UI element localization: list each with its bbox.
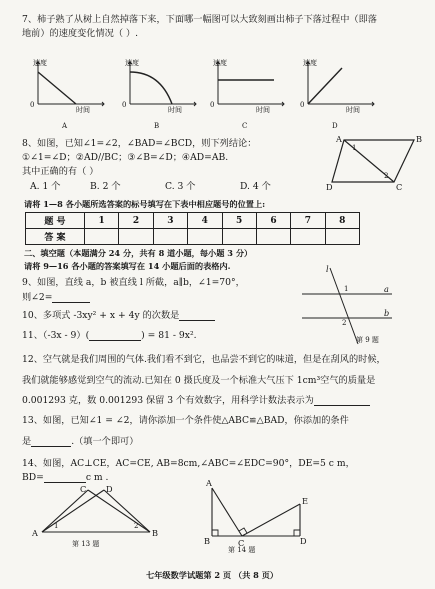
q8-label-c: C [396,182,403,192]
q11-text-start: 11、（-3x - 9）( [22,330,90,341]
q14-label-b: B [204,536,211,546]
q14-label-a: A [206,478,212,488]
q14-prompt: BD= [22,472,44,483]
q13-caption: 第 13 题 [72,540,100,548]
answer-cell[interactable] [222,229,256,245]
q13-label-c: C [80,484,87,494]
q10-line [22,310,215,321]
q7-text-line2: 地前）的速度变化情况（ ）. [22,28,139,39]
q9-prompt: 则∠2= [22,292,53,303]
answer-table-qnum: 4 [188,213,222,229]
q7-graph-c [208,58,288,130]
q8-option-d: D. 4 个 [240,181,271,192]
q7-c-option: C [242,122,248,130]
q7-b-xlabel: 时间 [168,106,182,114]
q8-text-line2: ①∠1=∠D；②AD//BC；③∠B=∠D；④AD=AB. [22,152,229,163]
q13-answer-blank[interactable] [31,446,71,447]
answer-table-qnum: 1 [85,213,119,229]
answer-cell[interactable] [291,229,325,245]
q14-unit: c m . [85,472,109,483]
answer-table-qnum: 2 [119,213,153,229]
q7-b-ylabel: 速度 [125,59,139,67]
q8-label-a: A [336,134,342,144]
q8-option-b: B. 2 个 [90,181,121,192]
answer-table-qnum: 6 [256,213,290,229]
q8-label-d: D [326,182,333,192]
q7-text-line1: 7、柿子熟了从树上自然掉落下来，下面哪一幅图可以大致刻画出柿子下落过程中（即落 [22,14,377,25]
answer-cell[interactable] [325,229,359,245]
q9-text-line2 [22,292,90,303]
q9-label-a: a [384,284,389,294]
answer-table-answer-row [26,229,360,245]
q13-diagram [32,484,160,556]
answer-cell[interactable] [153,229,187,245]
q14-label-c: C [238,538,245,548]
q14-label-d: D [300,536,307,546]
q7-a-option: A [62,122,68,130]
answer-table-instruction: 请将 1—8 各小题所选答案的标号填写在下表中相应题号的位置上: [24,199,266,209]
q13-angle-1: 1 [54,522,59,530]
q14-diagram [200,478,312,556]
q8-angle-1: 1 [352,144,357,152]
answer-cell[interactable] [85,229,119,245]
q9-angle-2: 2 [342,319,347,327]
q7-b-option: B [154,122,160,130]
q14-text-line1: 14、如图，AC⊥CE，AC=CE, AB=8cm,∠ABC=∠EDC=90°，DE=5 c m， [22,458,355,469]
q9-diagram [296,262,396,348]
q14-label-e: E [302,496,308,506]
q8-option-c: C. 3 个 [165,181,196,192]
q7-a-xlabel: 时间 [76,106,90,114]
section2-instruction: 请将 9—16 各小题的答案填写在 14 小题后面的表格内. [24,261,231,271]
answer-table-header-row [26,213,360,229]
q12-text-line2: 我们就能够感觉到空气的流动.已知在 0 摄氏度及一个标准大气压下 1cm³空气的质量是 [22,375,376,386]
q7-a-ylabel: 速度 [33,59,47,67]
answer-cell[interactable] [256,229,290,245]
q9-answer-blank[interactable] [52,302,90,303]
answer-cell[interactable] [188,229,222,245]
q7-b-origin: 0 [122,101,127,109]
q7-graph-a [28,58,108,130]
q12-answer-blank[interactable] [314,405,370,406]
answer-table-qnum: 5 [222,213,256,229]
q7-graph-d [298,58,378,130]
q12-text-line3: 0.001293 克，数 0.001293 保留 3 个有效数字，用科学计数法表示为 [22,395,314,406]
q8-diagram [326,132,426,194]
q13-label-b: B [152,528,159,538]
q11-line [22,330,197,341]
q13-prompt: 是 [22,436,32,447]
answer-cell[interactable] [119,229,153,245]
q9-angle-1: 1 [344,285,349,293]
q11-text-end: ) = 81 - 9x². [141,330,197,341]
answer-table-qnum: 8 [325,213,359,229]
q10-answer-blank[interactable] [179,320,215,321]
q7-d-ylabel: 速度 [303,59,317,67]
q7-d-xlabel: 时间 [346,106,360,114]
q7-c-ylabel: 速度 [213,59,227,67]
q14-answer-blank[interactable] [44,482,86,483]
q9-label-l: l [326,264,329,274]
q11-answer-blank[interactable] [89,340,141,341]
section2-title: 二、填空题（本题满分 24 分，共有 8 道小题，每小题 3 分） [24,248,253,258]
q7-d-origin: 0 [300,101,305,109]
q13-label-a: A [32,528,38,538]
q9-label-b: b [384,308,390,318]
q8-label-b: B [416,134,423,144]
q9-caption: 第 9 题 [356,336,379,344]
q8-text-line3: 其中正确的有（ ） [22,166,99,177]
answer-table-qnum: 7 [291,213,325,229]
q7-c-xlabel: 时间 [256,106,270,114]
q13-hint: .（填一个即可） [71,436,139,447]
q14-caption: 第 14 题 [228,546,256,554]
q8-angle-2: 2 [384,172,389,180]
q14-line2 [22,472,108,483]
q7-c-origin: 0 [210,101,215,109]
q12-line3 [22,395,370,406]
q13-angle-2: 2 [134,522,139,530]
q7-a-origin: 0 [30,101,35,109]
q12-text-line1: 12、空气就是我们周围的气体.我们看不到它，也品尝不到它的味道，但是在刮风的时候， [22,354,386,365]
answer-table [25,212,360,245]
answer-table-answer-label: 答 案 [26,229,85,245]
answer-table-qnum: 3 [153,213,187,229]
q8-option-a: A. 1 个 [30,181,61,192]
q9-text-line1: 9、如图，直线 a，b 被直线 l 所截，a∥b，∠1=70°， [22,277,245,288]
q8-text-line1: 8、如图，已知∠1=∠2，∠BAD=∠BCD，则下列结论： [22,138,257,149]
q10-text: 10、多项式 -3xy² + x + 4y 的次数是 [22,310,180,321]
q7-d-option: D [332,122,338,130]
q7-graph-b [120,58,200,130]
page-footer: 七年级数学试题第 2 页 （共 8 页） [146,570,279,580]
q13-label-d: D [106,484,113,494]
answer-table-header-label: 题 号 [26,213,85,229]
q13-text-line1: 13、如图，已知∠1 = ∠2，请你添加一个条件使△ABC≌△BAD，你添加的条件 [22,415,349,426]
q13-line2 [22,436,138,447]
